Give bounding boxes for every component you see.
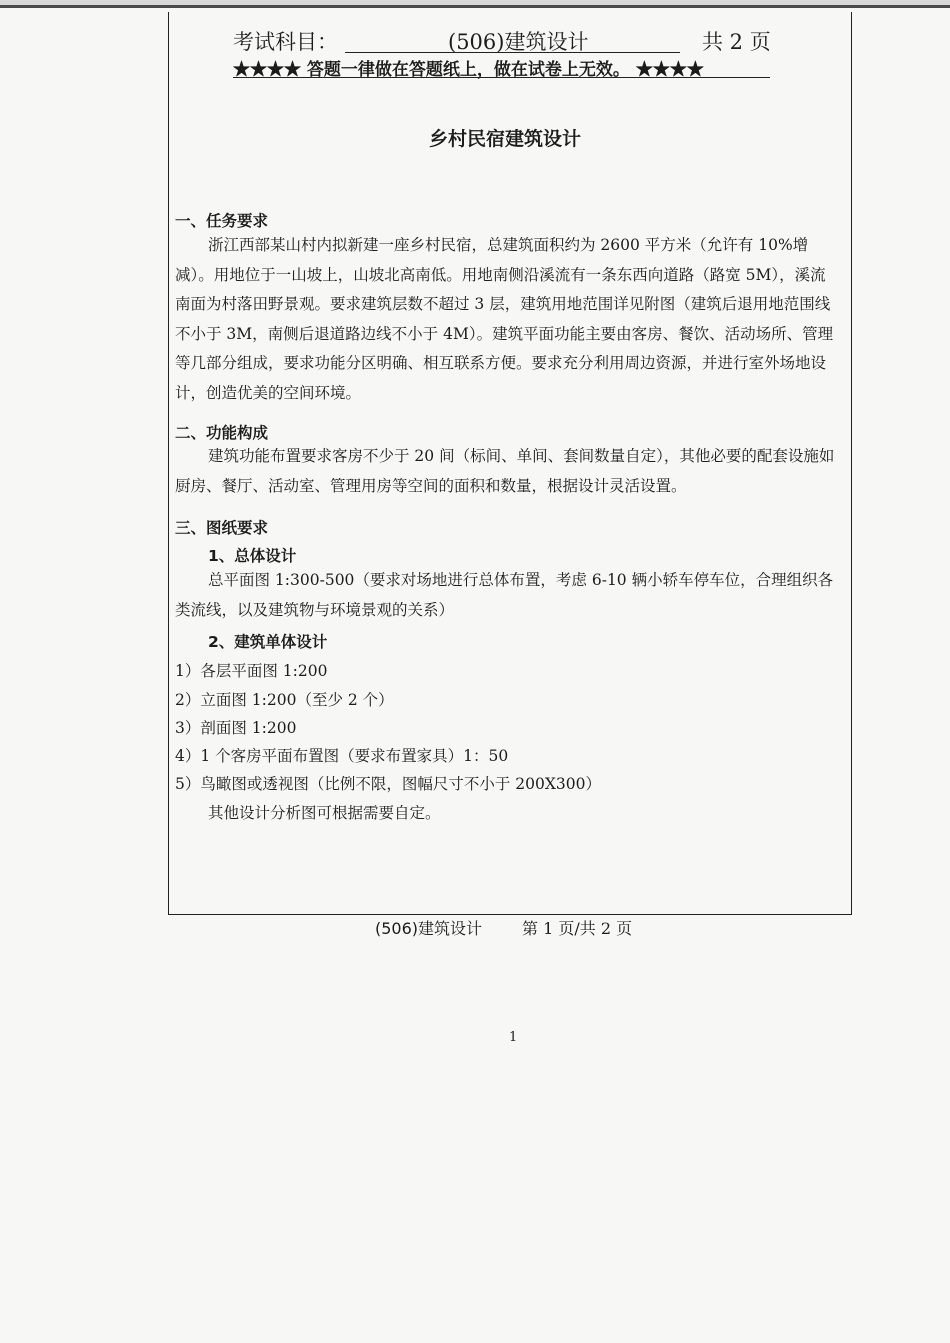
footer-page-info: 第 1 页/共 2 页 xyxy=(522,919,633,938)
scan-top-line xyxy=(0,5,950,8)
section-2-heading: 二、功能构成 xyxy=(175,424,269,442)
total-pages: 共 2 页 xyxy=(702,30,771,54)
list-item: 5）鸟瞰图或透视图（比例不限，图幅尺寸不小于 200X300） xyxy=(175,775,601,793)
section-1-heading: 一、任务要求 xyxy=(175,212,269,230)
list-item: 1）各层平面图 1:200 xyxy=(175,662,328,680)
subsection-1-heading: 1、总体设计 xyxy=(208,547,297,565)
subject-label: 考试科目： xyxy=(233,30,338,54)
notice-underline xyxy=(233,77,770,78)
list-item: 3）剖面图 1:200 xyxy=(175,719,297,737)
subject-value: (506)建筑设计 xyxy=(448,30,589,54)
section-3-heading: 三、图纸要求 xyxy=(175,519,269,537)
section-1-paragraph: 浙江西部某山村内拟新建一座乡村民宿，总建筑面积约为 2600 平方米（允许有 10%增减）。用地位于一山坡上，山坡北高南低。用地南侧沿溪流有一条东西向道路（路宽 5M），溪流南面为村落田野景观。要求建筑层数不超过 3 层，建筑用地范围详见附图（建筑后退用地范围线不小于 3M，南侧后退道路边线不小于 4M）。建筑平面功能主要由客房、餐饮、活动场所、管理等几部分组成，要求功能分区明确、相互联系方便。要求充分利用周边资源，并进行室外场地设计，创造优美的空间环境。 xyxy=(175,236,834,402)
page-mark: 1 xyxy=(509,1030,518,1045)
subject-row xyxy=(0,26,950,56)
document-title: 乡村民宿建筑设计 xyxy=(428,128,581,150)
subsection-1-paragraph: 总平面图 1:300-500（要求对场地进行总体布置，考虑 6-10 辆小轿车停车位，合理组织各类流线，以及建筑物与环境景观的关系） xyxy=(175,571,834,619)
subsection-2-heading: 2、建筑单体设计 xyxy=(208,633,328,651)
list-item: 2）立面图 1:200（至少 2 个） xyxy=(175,691,394,709)
list-item: 4）1 个客房平面布置图（要求布置家具）1：50 xyxy=(175,747,509,765)
closing-note: 其他设计分析图可根据需要自定。 xyxy=(208,804,441,822)
footer-subject: (506)建筑设计 xyxy=(375,919,483,938)
answer-notice: ★★★★ 答题一律做在答题纸上，做在试卷上无效。 ★★★★ xyxy=(233,60,704,80)
section-2-paragraph: 建筑功能布置要求客房不少于 20 间（标间、单间、套间数量自定），其他必要的配套设施如厨房、餐厅、活动室、管理用房等空间的面积和数量，根据设计灵活设置。 xyxy=(175,447,835,495)
